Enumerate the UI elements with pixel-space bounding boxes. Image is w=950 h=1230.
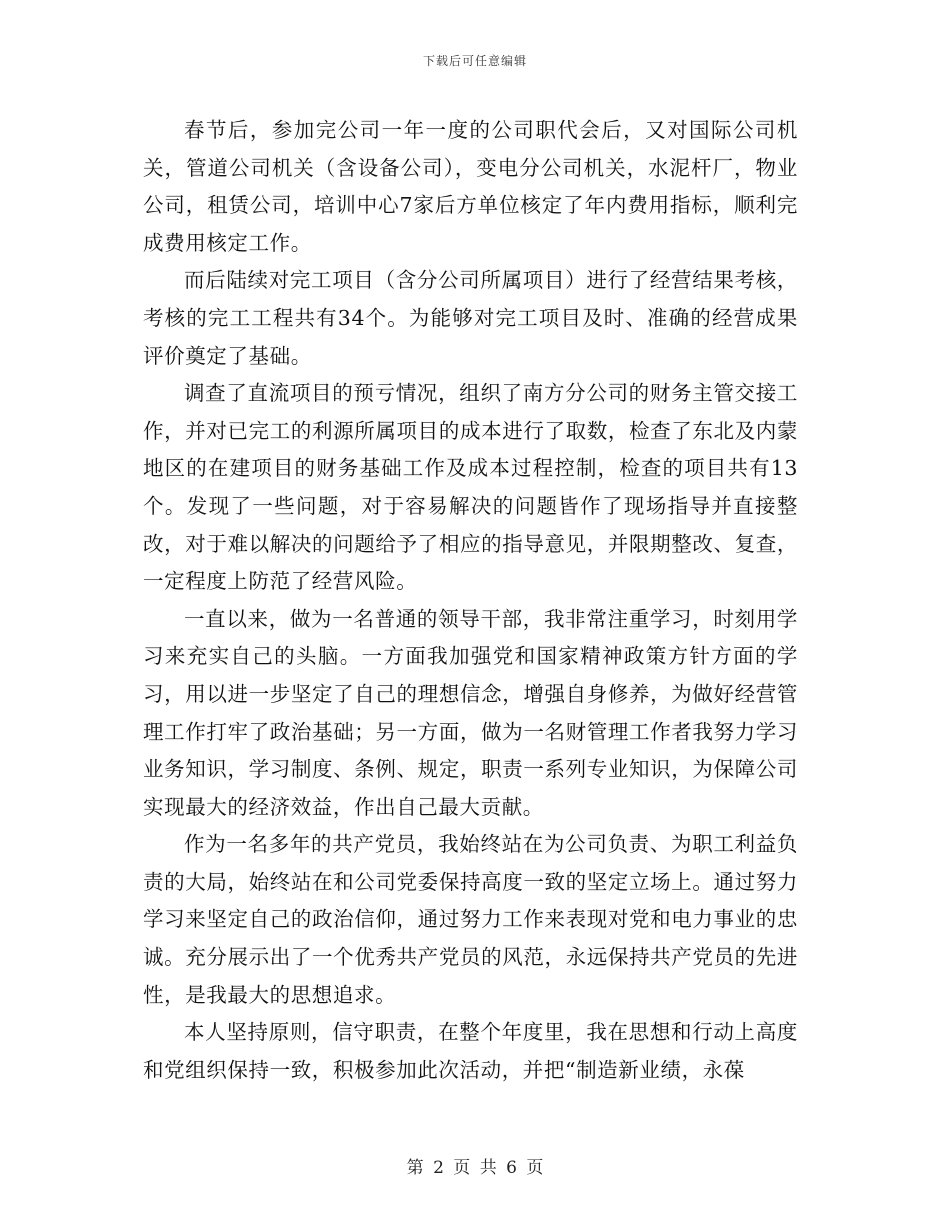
paragraph-6: 本人坚持原则，信守职责，在整个年度里，我在思想和行动上高度和党组织保持一致，积极参加此次活动，并把“制造新业绩，永葆 (143, 1020, 798, 1082)
page-header: 下载后可任意编辑 (422, 54, 527, 68)
paragraph-5: 作为一名多年的共产党员，我始终站在为公司负责、为职工利益负责的大局，始终站在和公司党委保持高度一致的坚定立场上。通过努力学习来坚定自己的政治信仰，通过努力工作来表现对党和电力事业的忠诚。充分展示出了一个优秀共产党员的风范，永远保持共产党员的先进性，是我最大的思想追求。 (143, 832, 798, 1007)
paragraph-1: 春节后，参加完公司一年一度的公司职代会后，又对国际公司机关，管道公司机关（含设备公司），变电分公司机关，水泥杆厂，物业公司，租赁公司，培训中心7家后方单位核定了年内费用指标，顺利完成费用核定工作。 (143, 118, 798, 255)
paragraph-4: 一直以来，做为一名普通的领导干部，我非常注重学习，时刻用学习来充实自己的头脑。一方面我加强党和国家精神政策方针方面的学习，用以进一步坚定了自己的理想信念，增强自身修养，为做好经营管理工作打牢了政治基础；另一方面，做为一名财管理工作者我努力学习业务知识，学习制度、条例、规定，职责一系列专业知识，为保障公司实现最大的经济效益，作出自己最大贡献。 (143, 606, 798, 819)
paragraph-2: 而后陆续对完工项目（含分公司所属项目）进行了经营结果考核，考核的完工工程共有34个。为能够对完工项目及时、准确的经营成果评价奠定了基础。 (143, 268, 798, 368)
document-body (143, 112, 798, 1089)
page-number-footer: 第 2 页 共 6 页 (406, 1158, 544, 1178)
paragraph-3: 调查了直流项目的预亏情况，组织了南方分公司的财务主管交接工作，并对已完工的利源所属项目的成本进行了取数，检查了东北及内蒙地区的在建项目的财务基础工作及成本过程控制，检查的项目共有13个。发现了一些问题，对于容易解决的问题皆作了现场指导并直接整改，对于难以解决的问题给予了相应的指导意见，并限期整改、复查，一定程度上防范了经营风险。 (143, 381, 798, 594)
